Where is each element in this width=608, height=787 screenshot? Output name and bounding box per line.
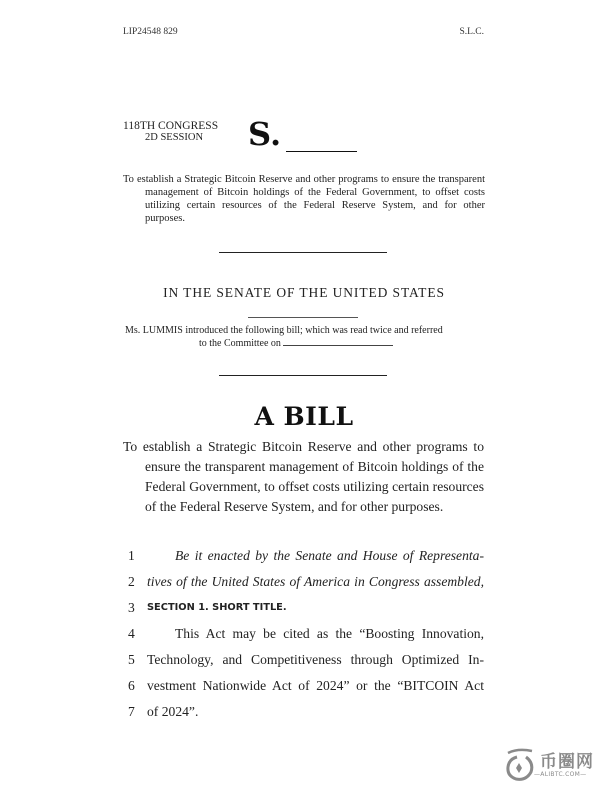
section-text: vestment Nationwide Act of 2024” or the “BITCOIN Act	[147, 678, 484, 693]
line-number: 5	[128, 652, 135, 667]
watermark-name: 币圈网	[540, 752, 594, 772]
enacting-clause: Be it enacted by the Senate and House of Representa-	[175, 548, 484, 563]
bill-line-7	[128, 704, 484, 724]
line-number: 6	[128, 678, 135, 693]
watermark-domain: —ALIBTC.COM—	[534, 771, 587, 778]
office-code: S.L.C.	[459, 27, 484, 37]
watermark-logo-icon	[504, 747, 536, 783]
divider-rule	[219, 252, 387, 253]
line-number: 3	[128, 600, 135, 615]
bill-title: A BILL	[254, 402, 354, 431]
divider-rule-2	[219, 375, 387, 376]
long-title	[123, 437, 484, 517]
congress-number: 118TH CONGRESS	[123, 120, 219, 132]
introduction-line-1	[125, 324, 485, 337]
committee-text: to the Committee on	[199, 338, 281, 349]
bill-line-1	[128, 548, 484, 568]
bill-line-3	[128, 600, 484, 620]
section-text: Technology, and Competitiveness through Optimized In-	[147, 652, 484, 667]
section-heading: SECTION 1. SHORT TITLE.	[147, 602, 287, 613]
session-label: 2D SESSION	[145, 132, 204, 143]
bill-line-6	[128, 678, 484, 698]
sponsor-prefix: Ms.	[125, 325, 141, 336]
short-description-text: To establish a Strategic Bitcoin Reserve and other programs to ensure the transparent management of Bitcoin holdings of the Federal Government, to offset costs utilizing certain resources of the Federal Reserve System, and for other purposes.	[123, 174, 485, 224]
chamber-heading: IN THE SENATE OF THE UNITED STATES	[163, 285, 445, 300]
line-number: 4	[128, 626, 135, 641]
line-number: 7	[128, 704, 135, 719]
enacting-clause-cont: tives of the United States of America in Congress assembled,	[147, 574, 484, 589]
document-id: LIP24548 829	[123, 27, 178, 37]
watermark	[500, 745, 608, 787]
thin-divider	[248, 317, 358, 318]
line-number: 1	[128, 548, 135, 563]
committee-blank	[283, 337, 393, 346]
section-text: This Act may be cited as the “Boosting Innovation,	[175, 626, 484, 641]
bill-number-prefix: S.	[248, 115, 282, 153]
introduction	[125, 324, 485, 350]
bill-line-4	[128, 626, 484, 646]
line-number: 2	[128, 574, 135, 589]
sponsor-name: LUMMIS	[142, 325, 183, 336]
short-description	[123, 173, 485, 225]
long-title-text: To establish a Strategic Bitcoin Reserve and other programs to ensure the transparent management of Bitcoin holdings of the Federal Government, to offset costs utilizing certain resources of the Federal Reserve System, and for other purposes.	[123, 439, 484, 514]
bill-number-blank	[286, 151, 357, 152]
bill-line-5	[128, 652, 484, 672]
introduction-line-2	[125, 337, 485, 350]
bill-line-2	[128, 574, 484, 594]
section-text: of 2024”.	[147, 704, 199, 719]
introduction-text: introduced the following bill; which was read twice and referred	[185, 325, 443, 336]
